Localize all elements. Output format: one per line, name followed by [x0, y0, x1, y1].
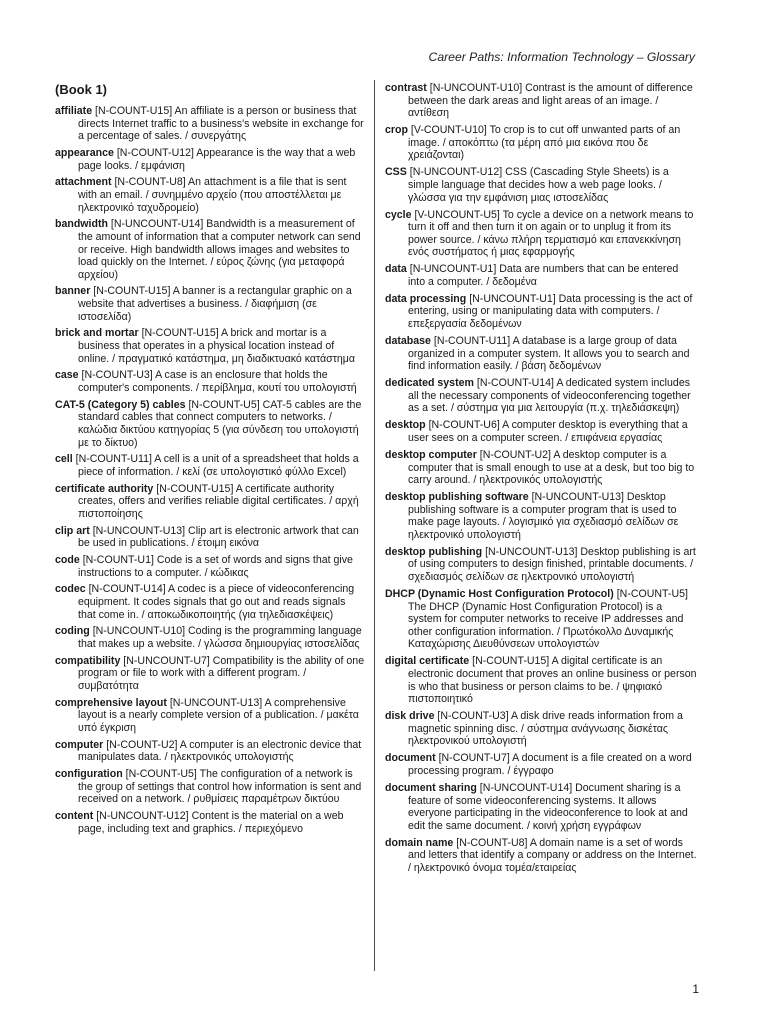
glossary-entry [385, 546, 697, 584]
glossary-entry [385, 588, 697, 651]
glossary-entry [385, 124, 697, 162]
glossary-entry [55, 453, 365, 478]
glossary-entry [55, 369, 365, 394]
glossary-entry [55, 655, 365, 693]
glossary-definition: [N-COUNT-U15] An affiliate is a person or business that directs Internet traffic to a business's website in exchange for a percentage of sales. / συνεργάτης [78, 105, 364, 143]
glossary-entry [55, 327, 365, 365]
glossary-definition: [N-COUNT-U14] A dedicated system includes all the necessary components of videoconferencing together as a set. / σύστημα για μια λειτουργία (π.χ. τηλεδιάσκεψη) [408, 377, 691, 415]
glossary-term: CSS [385, 166, 407, 179]
glossary-definition: [N-COUNT-U5] CAT-5 cables are the standard cables that connect computers to networks. / καλώδια δικτύου κατηγορίας 5 (για σύνδεση του υπολογιστή με το δίκτυο) [78, 398, 362, 449]
glossary-definition: [N-UNCOUNT-U14] Document sharing is a feature of some videoconferencing systems. It allows everyone participating in the videoconference to look at and edit the same document. / κοινή χρήση εγγράφων [408, 781, 688, 832]
glossary-term: disk drive [385, 710, 435, 723]
glossary-entry [385, 449, 697, 487]
glossary-definition: [N-COUNT-U5] The DHCP (Dynamic Host Configuration Protocol) is a system for computer networks to receive IP addresses and other configuration information. / Πρωτόκολλο Δυναμικής Καταχώρισης Διευθύνσεων υπολογιστών [408, 588, 688, 651]
glossary-entry [385, 752, 697, 777]
glossary-definition: [N-COUNT-U14] A codec is a piece of videoconferencing equipment. It codes signals that go out and reads signals that come in. / αποκωδικοποιητής (για τηλεδιασκέψεις) [78, 583, 355, 621]
glossary-definition: [N-COUNT-U2] A desktop computer is a computer that is small enough to use at a desk, but too big to carry around. / ηλεκτρονικός υπολογιστής [408, 448, 695, 487]
glossary-term: desktop publishing [385, 545, 483, 558]
glossary-definition: [N-COUNT-U1] Code is a set of words and signs that give instructions to a computer. / κώδικας [78, 554, 353, 579]
glossary-entry [55, 483, 365, 521]
glossary-entry [385, 377, 697, 415]
glossary-definition: [N-UNCOUNT-U10] Contrast is the amount of difference between the dark areas and light areas of an image. / αντίθεση [408, 82, 693, 120]
glossary-definition: [N-UNCOUNT-U14] Bandwidth is a measurement of the amount of information that a computer network can send or receive. High bandwidth allows images and websites to load quickly on the Internet. / εύρος ζώνης (για μεταφορά αρχείου) [78, 218, 361, 281]
glossary-entry [55, 399, 365, 449]
glossary-definition: [N-COUNT-U15] A digital certificate is an electronic document that proves an online business or person is who that business or person claims to be. / ψηφιακό πιστοποιητικό [408, 655, 697, 706]
column-divider [374, 80, 375, 971]
glossary-term: data processing [385, 292, 467, 305]
glossary-definition: [N-COUNT-U12] Appearance is the way that a web page looks. / εμφάνιση [78, 146, 356, 172]
glossary-term: cell [55, 453, 73, 466]
glossary-term: data [385, 263, 407, 276]
glossary-term: case [55, 369, 79, 382]
glossary-definition: [N-COUNT-U7] A document is a file created on a word processing program. / έγγραφο [408, 752, 692, 777]
glossary-term: bandwidth [55, 218, 108, 231]
glossary-definition: [N-COUNT-U5] The configuration of a network is the group of settings that control how information is sent and received on a network. / ρυθμίσεις παραμέτρων δικτύου [78, 768, 362, 806]
glossary-definition: [N-COUNT-U8] A domain name is a set of words and letters that identify a company or address on the Internet. / ηλεκτρονικό όνομα τομέα/εταιρείας [408, 836, 697, 874]
glossary-entry [55, 583, 365, 621]
glossary-entry [55, 285, 365, 323]
glossary-entry [55, 810, 365, 835]
glossary-definition: [N-UNCOUNT-U13] Desktop publishing is art of using computers to design finished, printable documents. / σχεδιασμός σελίδων σε ηλεκτρονικό υπολογιστή [408, 545, 696, 584]
glossary-entry [385, 655, 697, 705]
right-entry-list [385, 82, 697, 874]
glossary-definition: [N-COUNT-U2] A computer is an electronic device that manipulates data. / ηλεκτρονικός υπολογιστής [78, 738, 362, 764]
glossary-definition: [N-COUNT-U11] A database is a large group of data organized in a computer system. It allows you to search and find information easily. / βάση δεδομένων [408, 335, 690, 373]
glossary-term: dedicated system [385, 377, 474, 390]
glossary-definition: [N-UNCOUNT-U10] Coding is the programming language that makes up a website. / γλώσσα δημιουργίας ιστοσελίδας [78, 625, 362, 650]
glossary-entry [385, 293, 697, 331]
glossary-entry [385, 335, 697, 373]
glossary-term: comprehensive layout [55, 696, 167, 709]
glossary-entry [55, 625, 365, 650]
glossary-entry [55, 176, 365, 214]
glossary-definition: [N-COUNT-U11] A cell is a unit of a spreadsheet that holds a piece of information. / κελί (σε υπολογιστικό φύλλο Excel) [75, 453, 359, 478]
glossary-entry [55, 105, 365, 143]
glossary-entry [385, 166, 697, 204]
page-number: 1 [692, 982, 699, 996]
glossary-entry [55, 554, 365, 579]
glossary-term: brick and mortar [55, 327, 139, 340]
glossary-definition: [N-COUNT-U8] An attachment is a file that is sent with an email. / συνημμένο αρχείο (που αποστέλλεται με ηλεκτρονικό ταχυδρομείο) [78, 176, 347, 214]
glossary-entry [55, 147, 365, 172]
glossary-definition: [V-COUNT-U10] To crop is to cut off unwanted parts of an image. / αποκόπτω (τα μέρη από μια εικόνα που δε χρειάζονται) [408, 124, 681, 162]
glossary-entry [55, 739, 365, 764]
glossary-term: contrast [385, 82, 427, 94]
glossary-definition: [N-UNCOUNT-U13] A comprehensive layout is a nearly complete version of a publication. / μακέτα υπό έγκριση [78, 696, 359, 734]
glossary-term: computer [55, 738, 104, 751]
glossary-term: DHCP (Dynamic Host Configuration Protocol) [385, 588, 614, 601]
glossary-definition: [N-UNCOUNT-U7] Compatibility is the ability of one program or file to work with a different program. / συμβατότητα [78, 654, 365, 692]
glossary-term: desktop computer [385, 448, 477, 461]
glossary-term: banner [55, 285, 91, 298]
glossary-term: database [385, 335, 431, 348]
glossary-entry [385, 837, 697, 875]
glossary-term: certificate authority [55, 482, 154, 495]
glossary-entry [385, 82, 697, 120]
glossary-term: codec [55, 583, 86, 596]
glossary-column-right [385, 82, 697, 879]
glossary-column-left [55, 82, 365, 839]
glossary-definition: [N-COUNT-U15] A certificate authority creates, offers and verifies reliable digital certificates. / αρχή πιστοποίησης [78, 482, 359, 520]
glossary-entry [385, 209, 697, 259]
glossary-term: cycle [385, 208, 412, 221]
glossary-term: document [385, 752, 436, 765]
glossary-definition: [N-UNCOUNT-U12] CSS (Cascading Style Sheets) is a simple language that decides how a web page looks. / γλώσσα για την εμφάνιση μιας ιστοσελίδας [408, 166, 669, 204]
glossary-entry [55, 697, 365, 735]
glossary-term: compatibility [55, 654, 121, 667]
glossary-term: affiliate [55, 105, 93, 117]
glossary-definition: [N-COUNT-U3] A disk drive reads information from a magnetic spinning disc. / σύστημα ανάγνωσης δισκέτας ηλεκτρονικού υπολογιστή [408, 710, 683, 748]
left-entry-list [55, 105, 365, 835]
glossary-entry [55, 218, 365, 281]
running-title: Career Paths: Information Technology – Glossary [428, 50, 695, 64]
glossary-definition: [N-UNCOUNT-U1] Data processing is the act of entering, using or manipulating data with computers. / επεξεργασία δεδομένων [408, 292, 693, 331]
glossary-term: document sharing [385, 781, 477, 794]
book-label: (Book 1) [55, 82, 107, 97]
glossary-term: configuration [55, 768, 123, 781]
glossary-definition: [N-COUNT-U15] A banner is a rectangular graphic on a website that advertises a business. / διαφήμιση (σε ιστοσελίδα) [78, 285, 352, 323]
glossary-term: content [55, 810, 94, 823]
glossary-entry [385, 710, 697, 748]
glossary-definition: [N-COUNT-U6] A computer desktop is everything that a user sees on a computer screen. / επιφάνεια εργασίας [408, 419, 688, 444]
glossary-entry [385, 263, 697, 288]
glossary-term: attachment [55, 176, 112, 189]
glossary-term: desktop [385, 419, 426, 432]
glossary-entry [385, 782, 697, 832]
glossary-definition: [V-UNCOUNT-U5] To cycle a device on a network means to turn it off and then turn it on again or to unplug it from its power source. / κάνω πλήρη τερματισμό και επανεκκίνηση ενός συστήματος ή μιας εφαρμογής [408, 208, 694, 259]
glossary-term: desktop publishing software [385, 491, 529, 504]
glossary-term: domain name [385, 836, 454, 849]
glossary-entry [385, 419, 697, 444]
glossary-definition: [N-COUNT-U15] A brick and mortar is a business that operates in a physical location instead of online. / πραγματικό κατάστημα, μη διαδικτυακό κατάστημα [78, 327, 356, 365]
glossary-definition: [N-COUNT-U3] A case is an enclosure that holds the computer's components. / περίβλημα, κουτί του υπολογιστή [78, 369, 357, 394]
glossary-term: crop [385, 124, 408, 137]
glossary-definition: [N-UNCOUNT-U13] Desktop publishing software is a computer program that is used to make page layouts. / λογισμικό για σχεδιασμό σελίδων σε ηλεκτρονικό υπολογιστή [408, 491, 679, 541]
glossary-definition: [N-UNCOUNT-U12] Content is the material on a web page, including text and graphics. / περιεχόμενο [78, 810, 344, 835]
glossary-term: clip art [55, 524, 90, 537]
glossary-definition: [N-UNCOUNT-U1] Data are numbers that can be entered into a computer. / δεδομένα [408, 263, 679, 288]
glossary-entry [55, 525, 365, 550]
glossary-definition: [N-UNCOUNT-U13] Clip art is electronic artwork that can be used in publications. / έτοιμη εικόνα [78, 524, 359, 550]
glossary-entry [55, 768, 365, 806]
glossary-term: code [55, 554, 80, 567]
glossary-entry [385, 491, 697, 541]
glossary-term: CAT-5 (Category 5) cables [55, 398, 186, 411]
glossary-term: digital certificate [385, 655, 470, 668]
glossary-term: appearance [55, 146, 114, 159]
glossary-term: coding [55, 625, 90, 638]
